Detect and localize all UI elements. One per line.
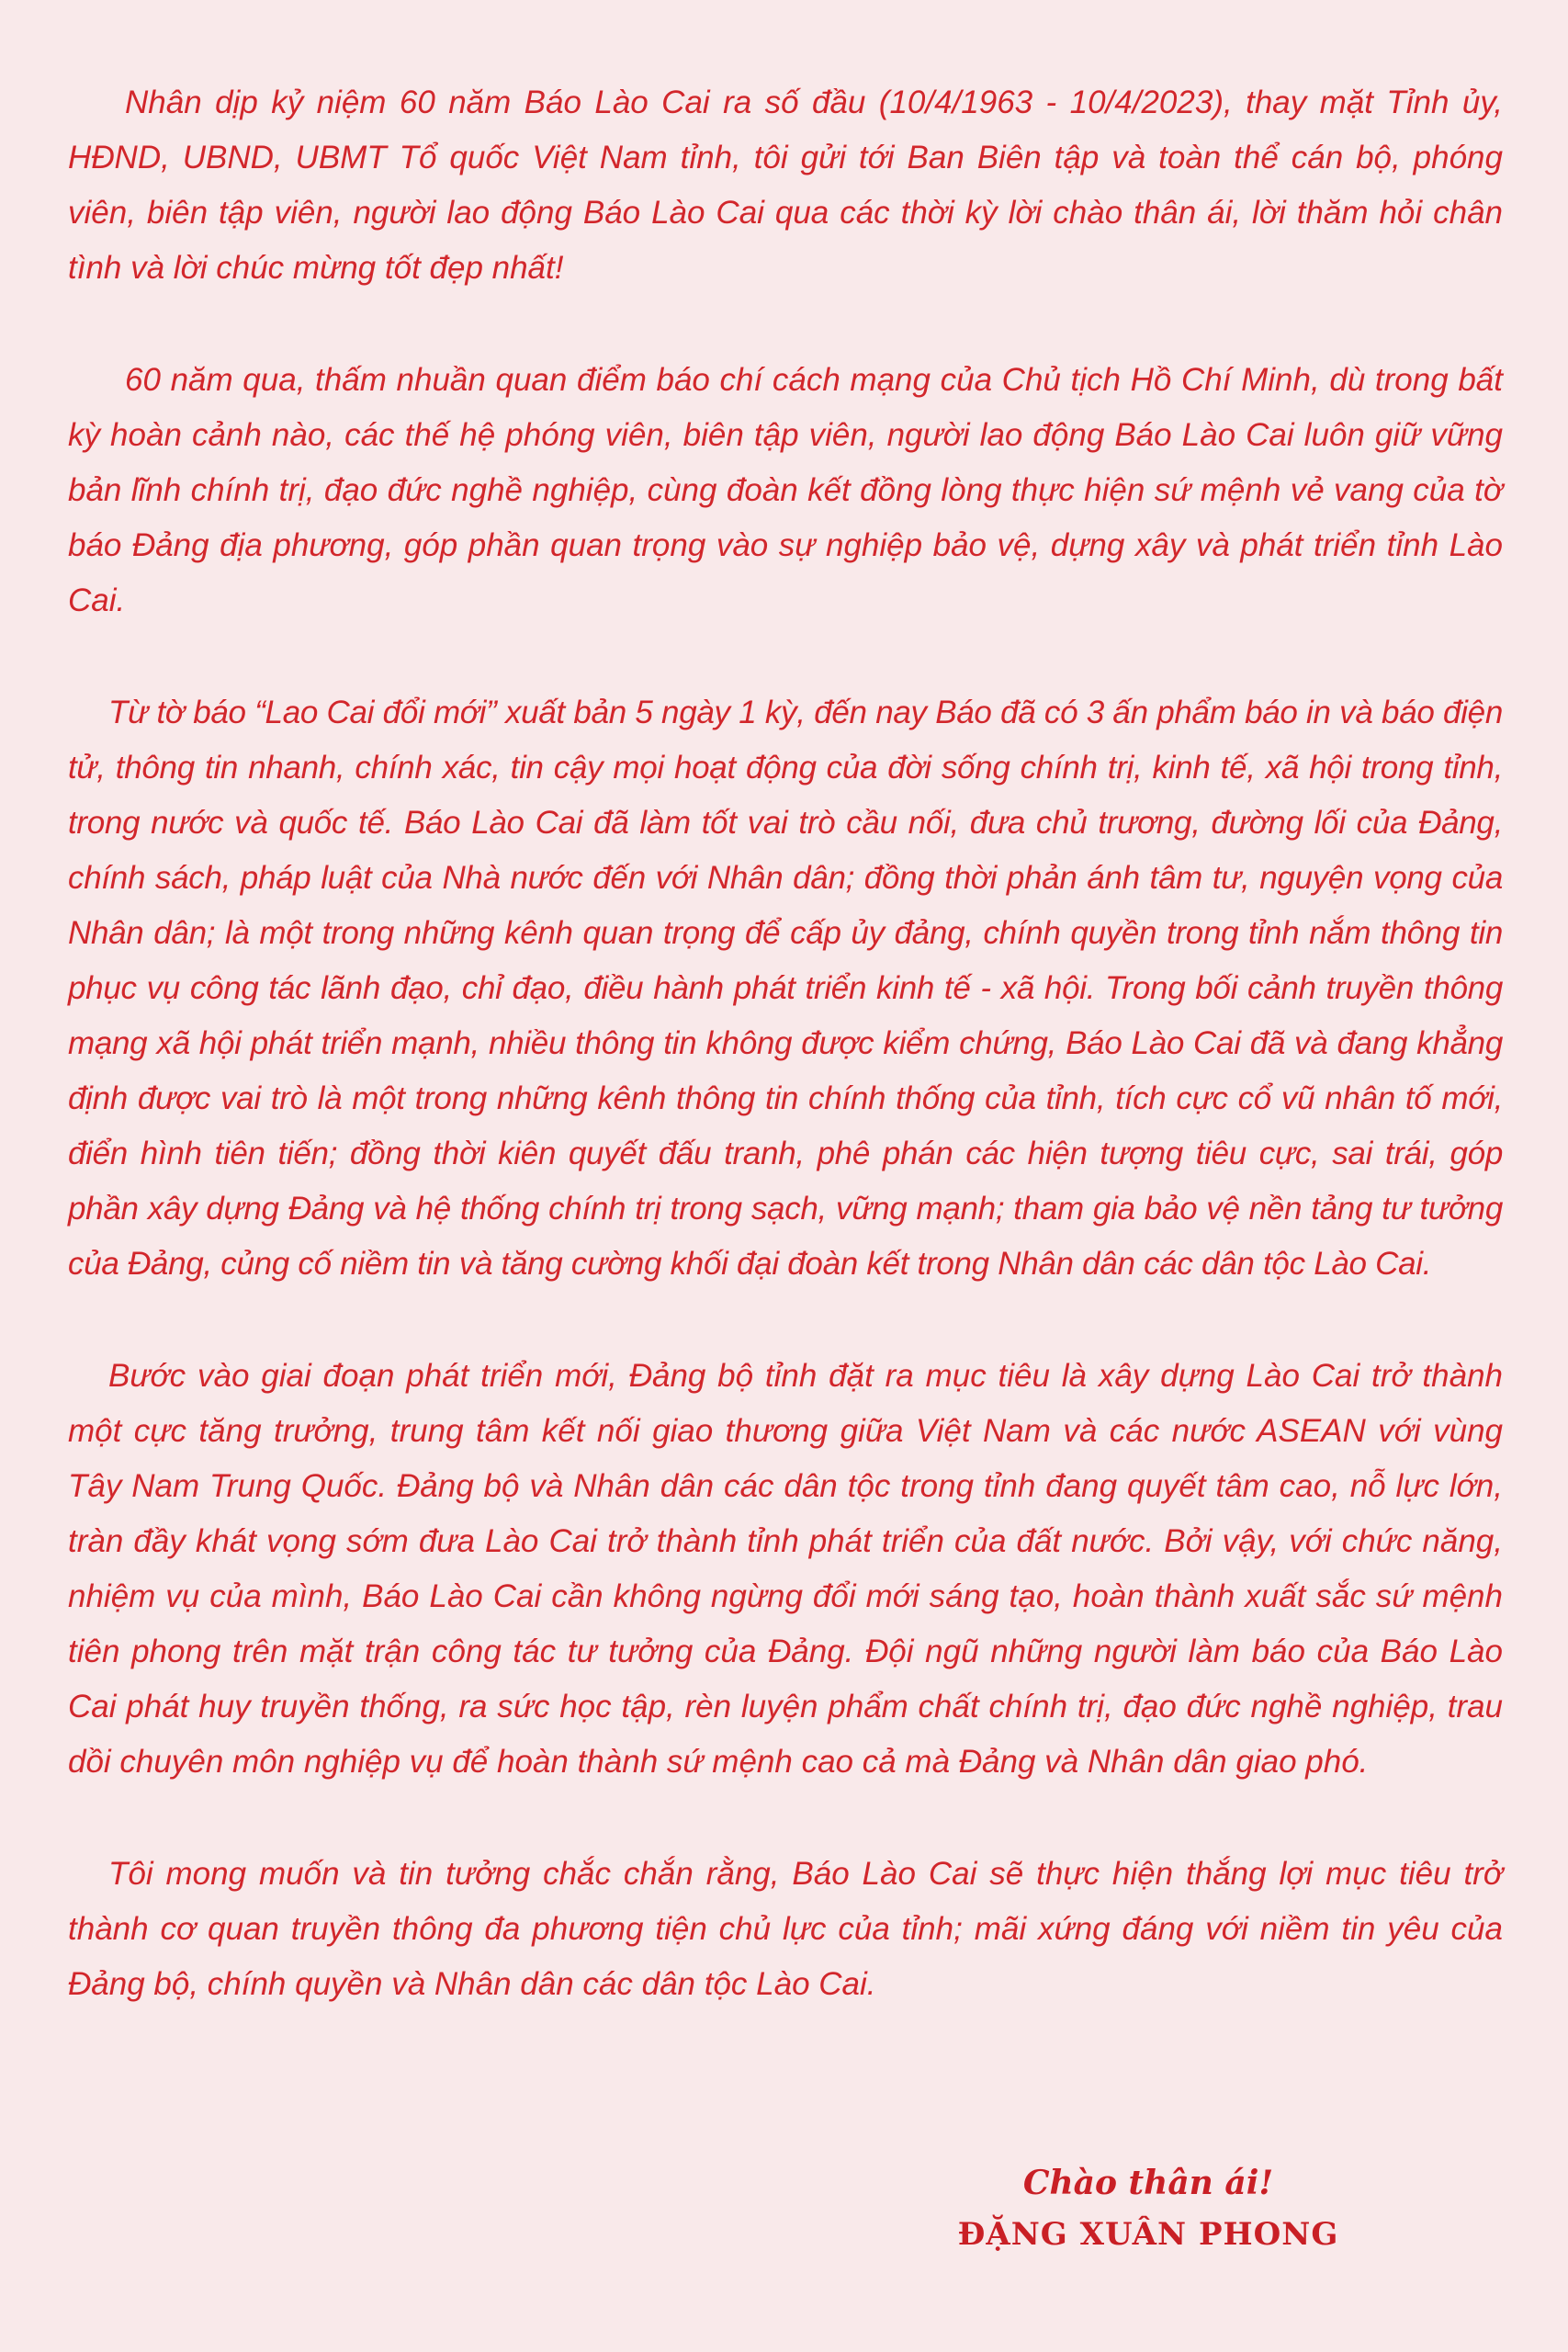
letter-paragraph-4: Bước vào giai đoạn phát triển mới, Đảng bộ tỉnh đặt ra mục tiêu là xây dựng Lào Cai trở thành một cực tăng trưởng, trung tâm kết nối giao thương giữa Việt Nam và các nước ASEAN với vùng Tây Nam Trung Quốc. Đảng bộ và Nhân dân các dân tộc trong tỉnh đang quyết tâm cao, nỗ lực lớn, tràn đầy khát vọng sớm đưa Lào Cai trở thành tỉnh phát triển của đất nước. Bởi vậy, với chức năng, nhiệm vụ của mình, Báo Lào Cai cần không ngừng đổi mới sáng tạo, hoàn thành xuất sắc sứ mệnh tiên phong trên mặt trận công tác tư tưởng của Đảng. Đội ngũ những người làm báo của Báo Lào Cai phát huy truyền thống, ra sức học tập, rèn luyện phẩm chất chính trị, đạo đức nghề nghiệp, trau dồi chuyên môn nghiệp vụ để hoàn thành sứ mệnh cao cả mà Đảng và Nhân dân giao phó.	[68, 1358, 1503, 1780]
letter-paragraph-2: 60 năm qua, thấm nhuần quan điểm báo chí cách mạng của Chủ tịch Hồ Chí Minh, dù trong bất kỳ hoàn cảnh nào, các thế hệ phóng viên, biên tập viên, người lao động Báo Lào Cai luôn giữ vững bản lĩnh chính trị, đạo đức nghề nghiệp, cùng đoàn kết đồng lòng thực hiện sứ mệnh vẻ vang của tờ báo Đảng địa phương, góp phần quan trọng vào sự nghiệp bảo vệ, dựng xây và phát triển tỉnh Lào Cai.	[68, 362, 1503, 618]
letter-paragraph-5: Tôi mong muốn và tin tưởng chắc chắn rằng, Báo Lào Cai sẽ thực hiện thắng lợi mục tiêu trở thành cơ quan truyền thông đa phương tiện chủ lực của tỉnh; mãi xứng đáng với niềm tin yêu của Đảng bộ, chính quyền và Nhân dân các dân tộc Lào Cai.	[68, 1856, 1503, 2002]
letter-paragraph-1: Nhân dịp kỷ niệm 60 năm Báo Lào Cai ra số đầu (10/4/1963 - 10/4/2023), thay mặt Tỉnh ủy, HĐND, UBND, UBMT Tổ quốc Việt Nam tỉnh, tôi gửi tới Ban Biên tập và toàn thể cán bộ, phóng viên, biên tập viên, người lao động Báo Lào Cai qua các thời kỳ lời chào thân ái, lời thăm hỏi chân tình và lời chúc mừng tốt đẹp nhất!	[68, 85, 1503, 286]
letter-body	[68, 75, 1503, 2069]
signature-block	[946, 2157, 1350, 2260]
closing-greeting: Chào thân ái!	[1022, 2164, 1274, 2202]
signatory-name: ĐẶNG XUÂN PHONG	[957, 2216, 1339, 2253]
letter-paragraph-3: Từ tờ báo “Lao Cai đổi mới” xuất bản 5 ngày 1 kỳ, đến nay Báo đã có 3 ấn phẩm báo in và báo điện tử, thông tin nhanh, chính xác, tin cậy mọi hoạt động của đời sống chính trị, kinh tế, xã hội trong tỉnh, trong nước và quốc tế. Báo Lào Cai đã làm tốt vai trò cầu nối, đưa chủ trương, đường lối của Đảng, chính sách, pháp luật của Nhà nước đến với Nhân dân; đồng thời phản ánh tâm tư, nguyện vọng của Nhân dân; là một trong những kênh quan trọng để cấp ủy đảng, chính quyền trong tỉnh nắm thông tin phục vụ công tác lãnh đạo, chỉ đạo, điều hành phát triển kinh tế - xã hội. Trong bối cảnh truyền thông mạng xã hội phát triển mạnh, nhiều thông tin không được kiểm chứng, Báo Lào Cai đã và đang khẳng định được vai trò là một trong những kênh thông tin chính thống của tỉnh, tích cực cổ vũ nhân tố mới, điển hình tiên tiến; đồng thời kiên quyết đấu tranh, phê phán các hiện tượng tiêu cực, sai trái, góp phần xây dựng Đảng và hệ thống chính trị trong sạch, vững mạnh; tham gia bảo vệ nền tảng tư tưởng của Đảng, củng cố niềm tin và tăng cường khối đại đoàn kết trong Nhân dân các dân tộc Lào Cai.	[68, 695, 1503, 1282]
